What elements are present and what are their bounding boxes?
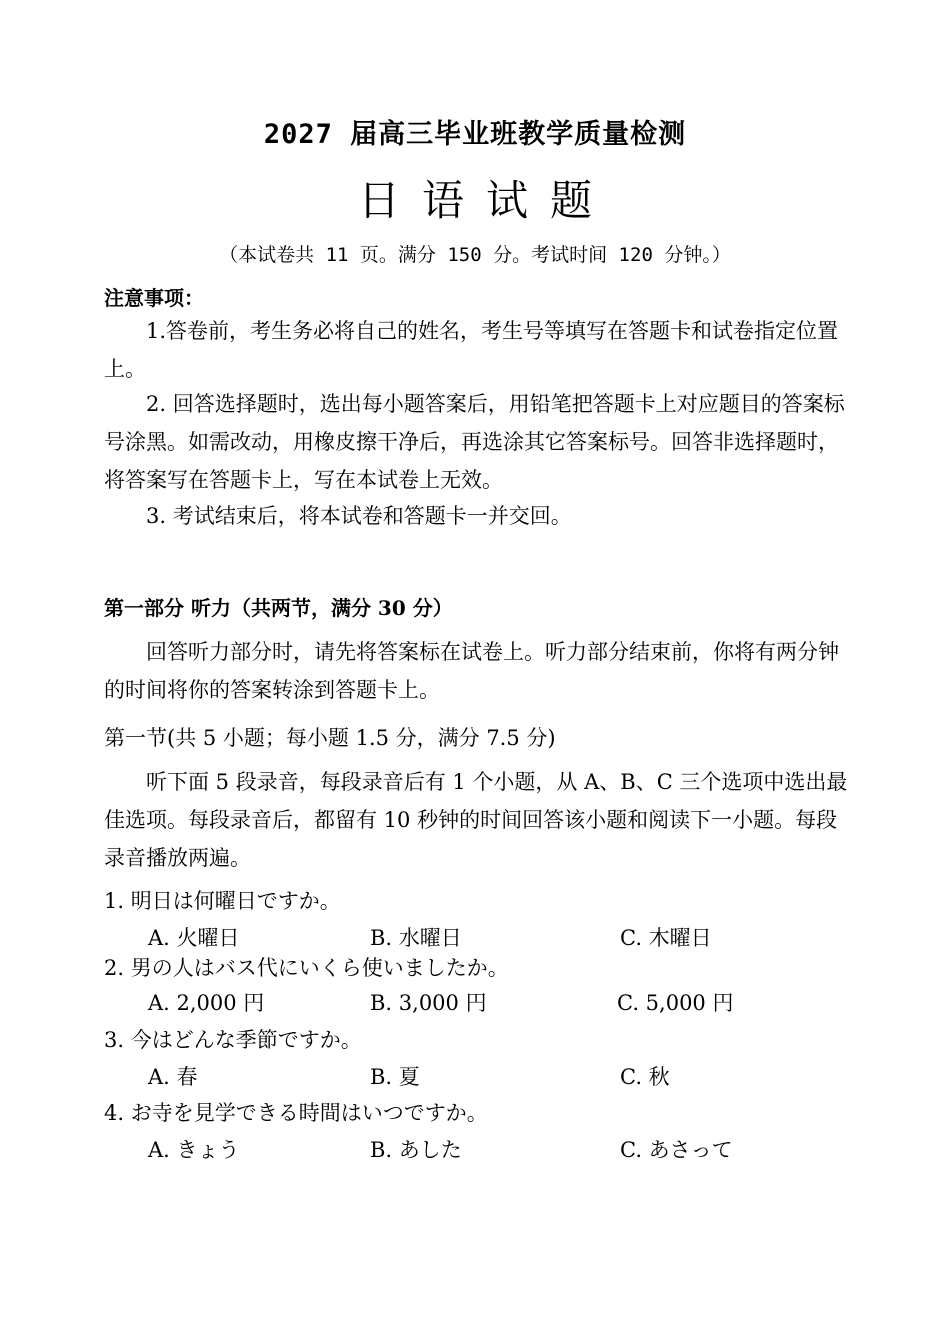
question-2-option-c: C. 5,000 円: [617, 991, 734, 1015]
notice-item-2-text: 2. 回答选择题时，选出每小题答案后，用铅笔把答题卡上对应题目的答案标号涂黑。如需改动，用橡皮擦干净后，再选涂其它答案标号。回答非选择题时，将答案写在答题卡上，写在本试卷上无效。: [104, 392, 845, 492]
notice-item-1: [104, 312, 849, 388]
part1-instruction: [104, 633, 849, 709]
question-4-option-b: B. あした: [370, 1138, 462, 1162]
part1-instruction-text: 回答听力部分时，请先将答案标在试卷上。听力部分结束前，你将有两分钟的时间将你的答案转涂到答题卡上。: [104, 640, 839, 702]
notice-heading: 注意事项：: [104, 286, 204, 310]
question-4-option-a: A. きょう: [148, 1138, 240, 1162]
notice-item-3-text: 3. 考试结束后，将本试卷和答题卡一并交回。: [146, 504, 572, 528]
notice-item-2: [104, 385, 849, 499]
question-4: 4. お寺を見学できる時間はいつですか。: [104, 1101, 488, 1125]
question-1-option-a: A. 火曜日: [148, 926, 240, 950]
question-3-option-c: C. 秋: [620, 1065, 670, 1089]
question-2: 2. 男の人はバス代にいくら使いましたか。: [104, 956, 509, 980]
question-2-option-b: B. 3,000 円: [370, 991, 487, 1015]
question-3-option-a: A. 春: [148, 1065, 198, 1089]
notice-item-1-text: 1.答卷前，考生务必将自己的姓名，考生号等填写在答题卡和试卷指定位置上。: [104, 319, 839, 381]
exam-info: （本试卷共 11 页。满分 150 分。考试时间 120 分钟。）: [219, 244, 731, 266]
question-3-option-b: B. 夏: [370, 1065, 420, 1089]
exam-title: 2027 届高三毕业班教学质量检测: [263, 119, 687, 150]
question-1: 1. 明日は何曜日ですか。: [104, 889, 341, 913]
question-1-option-c: C. 木曜日: [620, 926, 712, 950]
question-1-option-b: B. 水曜日: [370, 926, 462, 950]
section1-instruction: [104, 763, 849, 877]
notice-item-3: [104, 497, 849, 535]
section1-heading: 第一节(共 5 小题；每小题 1.5 分，满分 7.5 分): [104, 726, 556, 750]
question-4-option-c: C. あさって: [620, 1138, 733, 1162]
part1-heading: 第一部分 听力（共两节，满分 30 分）: [104, 596, 453, 620]
section1-instruction-text: 听下面 5 段录音，每段录音后有 1 个小题，从 A、B、C 三个选项中选出最佳选项。每段录音后，都留有 10 秒钟的时间回答该小题和阅读下一小题。每段录音播放两遍。: [104, 770, 848, 870]
question-2-option-a: A. 2,000 円: [148, 991, 265, 1015]
question-3: 3. 今はどんな季節ですか。: [104, 1028, 362, 1052]
subject-title: 日语试题: [357, 176, 614, 225]
